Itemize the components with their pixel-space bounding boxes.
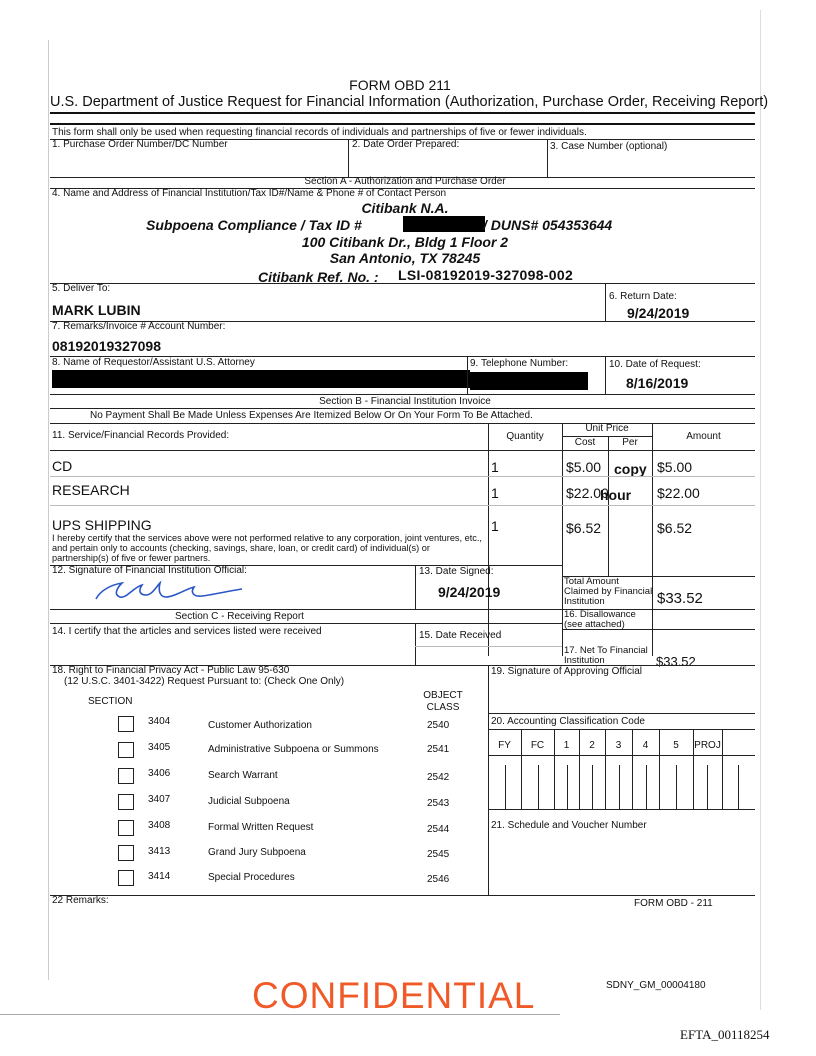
label-date-of-request: 10. Date of Request: xyxy=(609,359,701,370)
institution-taxid: Subpoena Compliance / Tax ID # xyxy=(146,217,362,233)
header-amount: Amount xyxy=(686,431,721,442)
return-date-value: 9/24/2019 xyxy=(627,305,690,321)
header-cost: Cost xyxy=(574,437,596,448)
label-remarks: 22 Remarks: xyxy=(52,895,109,906)
item-qty: 1 xyxy=(491,459,499,475)
institution-name: Citibank N.A. xyxy=(361,200,449,216)
checkbox-3405[interactable] xyxy=(118,742,134,758)
section-description: Customer Authorization xyxy=(208,720,312,731)
item-per: copy xyxy=(614,461,647,477)
section-a-title: Section A - Authorization and Purchase Order xyxy=(304,176,506,187)
label-account-number: 7. Remarks/Invoice # Account Number: xyxy=(52,321,226,332)
section-description: Judicial Subpoena xyxy=(208,796,290,807)
redaction-telephone xyxy=(470,372,588,390)
acct-col-2: 2 xyxy=(589,740,595,751)
label-total-claimed: Total Amount Claimed by Financial Institution xyxy=(564,576,653,607)
label-case-number: 3. Case Number (optional) xyxy=(550,141,668,152)
acct-col-fy: FY xyxy=(498,740,511,751)
item-amount: $6.52 xyxy=(657,520,693,536)
section-code: 3413 xyxy=(148,846,171,857)
label-rfpa-sub: (12 U.S.C. 3401-3422) Request Pursuant to: (Check One Only) xyxy=(64,676,345,687)
redaction-taxid xyxy=(403,216,485,232)
citibank-ref-label: Citibank Ref. No. : xyxy=(258,269,379,285)
section-code: 3414 xyxy=(148,871,171,882)
object-class-code: 2546 xyxy=(427,874,450,885)
item-cost: $5.00 xyxy=(566,459,602,475)
section-code: 3408 xyxy=(148,820,171,831)
total-claimed-value: $33.52 xyxy=(657,590,703,607)
item-cost: $22.00 xyxy=(566,485,609,501)
checkbox-3408[interactable] xyxy=(118,820,134,836)
label-accounting-code: 20. Accounting Classification Code xyxy=(491,716,645,727)
item-service: CD xyxy=(52,458,73,474)
scan-edge-right xyxy=(760,10,761,1010)
form-title: U.S. Department of Justice Request for Financial Information (Authorization, Purchase Order, Receiving Report) xyxy=(50,94,769,110)
object-class-code: 2540 xyxy=(427,720,450,731)
section-description: Grand Jury Subpoena xyxy=(208,847,306,858)
acct-col-proj: PROJ xyxy=(694,740,721,751)
header-per: Per xyxy=(622,437,638,448)
checkbox-3407[interactable] xyxy=(118,794,134,810)
confidential-stamp: CONFIDENTIAL xyxy=(252,975,536,1016)
institution-address: 100 Citibank Dr., Bldg 1 Floor 2 xyxy=(301,234,509,250)
section-description: Special Procedures xyxy=(208,872,295,883)
scan-edge-left xyxy=(48,40,49,980)
date-of-request-value: 8/16/2019 xyxy=(626,375,689,391)
account-number-value: 08192019327098 xyxy=(52,338,162,354)
item-service: RESEARCH xyxy=(52,482,130,498)
section-description: Administrative Subpoena or Summons xyxy=(208,744,379,755)
label-signature-official: 12. Signature of Financial Institution Official: xyxy=(52,565,247,576)
item-amount: $22.00 xyxy=(657,485,700,501)
deliver-to-value: MARK LUBIN xyxy=(52,302,141,318)
section-description: Formal Written Request xyxy=(208,822,314,833)
bates-number: SDNY_GM_00004180 xyxy=(606,980,706,991)
acct-col-3: 3 xyxy=(615,740,622,751)
label-schedule-voucher: 21. Schedule and Voucher Number xyxy=(491,820,647,831)
item-qty: 1 xyxy=(491,485,499,501)
label-services: 11. Service/Financial Records Provided: xyxy=(52,430,230,441)
item-cost: $6.52 xyxy=(566,520,602,536)
label-date-order: 2. Date Order Prepared: xyxy=(352,139,460,150)
institution-city: San Antonio, TX 78245 xyxy=(329,250,481,266)
notice-text: This form shall only be used when requesting financial records of individuals and partnerships of five or fewer individuals. xyxy=(52,127,587,138)
efta-number: EFTA_00118254 xyxy=(680,1027,770,1042)
net-value: $33.52 xyxy=(656,654,696,669)
label-institution: 4. Name and Address of Financial Institution/Tax ID#/Name & Phone # of Contact Person xyxy=(52,188,447,199)
item-qty: 1 xyxy=(491,518,499,534)
label-certify-received: 14. I certify that the articles and services listed were received xyxy=(52,626,322,637)
object-class-code: 2544 xyxy=(427,824,450,835)
acct-col-4: 4 xyxy=(642,740,649,751)
form-code-footer: FORM OBD - 211 xyxy=(634,898,713,909)
label-deliver-to: 5. Deliver To: xyxy=(52,283,111,294)
label-po-number: 1. Purchase Order Number/DC Number xyxy=(52,139,228,150)
section-code: 3407 xyxy=(148,794,171,805)
citibank-ref-value: LSI-08192019-327098-002 xyxy=(398,267,574,283)
object-class-code: 2543 xyxy=(427,798,450,809)
header-quantity: Quantity xyxy=(506,431,544,442)
item-amount: $5.00 xyxy=(657,459,693,475)
signature-graphic xyxy=(90,577,250,605)
label-return-date: 6. Return Date: xyxy=(609,291,677,302)
certify-text: I hereby certify that the services above were not performed relative to any corporation, joint ventures, etc., and pertain only to accounts (checking, savings, share, loan, or credit card) of individual(s) or partnership(s) of five or fewer partners. xyxy=(52,533,482,563)
section-code: 3406 xyxy=(148,768,171,779)
section-b-notice: No Payment Shall Be Made Unless Expenses Are Itemized Below Or On Your Form To Be Attached. xyxy=(90,410,533,421)
label-date-signed: 13. Date Signed: xyxy=(419,566,494,577)
section-c-title: Section C - Receiving Report xyxy=(175,611,304,622)
object-class-code: 2541 xyxy=(427,744,450,755)
object-class-code: 2545 xyxy=(427,849,450,860)
label-date-received: 15. Date Received xyxy=(419,630,502,641)
label-requestor: 8. Name of Requestor/Assistant U.S. Attorney xyxy=(52,357,255,368)
header-unit-price: Unit Price xyxy=(585,423,629,434)
acct-col-fc: FC xyxy=(530,740,545,751)
checkbox-3406[interactable] xyxy=(118,768,134,784)
section-code: 3404 xyxy=(148,716,171,727)
label-net-to-institution: 17. Net To Financial Institution xyxy=(564,645,648,666)
header-object-class: OBJECT CLASS xyxy=(423,690,463,713)
checkbox-3414[interactable] xyxy=(118,870,134,886)
label-rfpa: 18. Right to Financial Privacy Act - Public Law 95-630 xyxy=(52,665,290,676)
section-description: Search Warrant xyxy=(208,770,278,781)
section-code: 3405 xyxy=(148,742,171,753)
label-approving-official: 19. Signature of Approving Official xyxy=(491,666,643,677)
date-signed-value: 9/24/2019 xyxy=(438,584,501,600)
acct-col-5: 5 xyxy=(673,740,679,751)
header-section: SECTION xyxy=(88,696,133,707)
checkbox-3413[interactable] xyxy=(118,845,134,861)
item-per: hour xyxy=(600,487,632,503)
section-b-title: Section B - Financial Institution Invoice xyxy=(319,396,491,407)
form-id: FORM OBD 211 xyxy=(349,77,451,93)
label-telephone: 9. Telephone Number: xyxy=(470,358,569,369)
item-service: UPS SHIPPING xyxy=(52,517,152,533)
checkbox-3404[interactable] xyxy=(118,716,134,732)
redaction-requestor xyxy=(52,370,470,388)
acct-col-1: 1 xyxy=(563,740,570,751)
label-disallowance: 16. Disallowance (see attached) xyxy=(564,609,636,630)
institution-duns: / DUNS# 054353644 xyxy=(483,217,613,233)
object-class-code: 2542 xyxy=(427,772,450,783)
